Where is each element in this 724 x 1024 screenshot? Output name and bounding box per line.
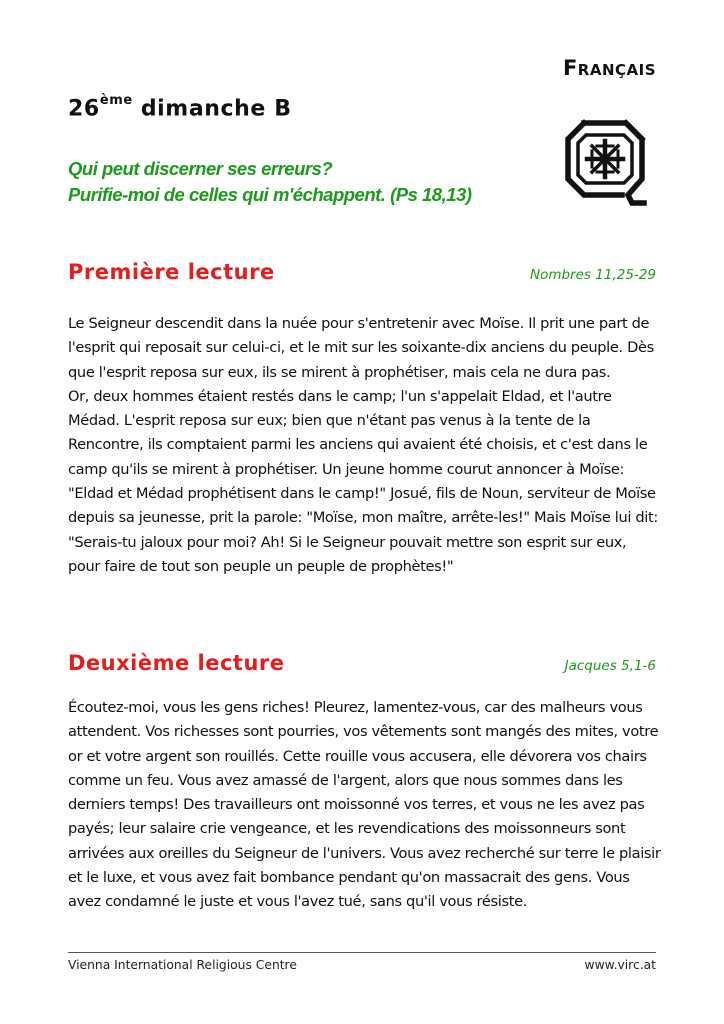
paragraph: Or, deux hommes étaient restés dans le camp; l'un s'appelait Eldad, et l'autre Médad. L'esprit reposa sur eux; bien que n'étant pas venus à la tente de la Rencontre, ils comptaient parmi les anciens qui avaient été choisis, et c'est dans le camp qu'ils se mirent à prophétiser. Un jeune homme courut annoncer à Moïse: "Eldad et Médad prophétisent dans le camp!" Josué, fils de Noun, serviteur de Moïse depuis sa jeunesse, prit la parole: "Moïse, mon maître, arrête-les!" Mais Moïse lui dit: "Serais-tu jaloux pour moi? Ah! Si le Seigneur pouvait mettre son esprit sur eux, pour faire de tout son peuple un peuple de prophètes!" bbox=[68, 387, 658, 575]
paragraph: Écoutez-moi, vous les gens riches! Pleurez, lamentez-vous, car des malheurs vous attendent. Vos richesses sont pourries, vos vêtements sont mangés des mites, votre or et votre argent son rouillés. Cette rouille vous accusera, elle dévorera vos chairs comme un feu. Vous avez amassé de l'argent, alors que nous sommes dans les derniers temps! Des travailleurs ont moissonné vos terres, et vous ne les avez pas payés; leur salaire crie vengeance, et les revendications des moissonneurs sont arrivées aux oreilles du Seigneur de l'univers. Vous avez recherché sur terre le plaisir et le luxe, et vous avez fait bombance pendant qu'on massacrait des gens. Vous avez condamné le juste et vous l'avez tué, sans qu'il vous résiste. bbox=[68, 699, 661, 911]
title-text: dimanche B bbox=[140, 96, 292, 122]
second-reading-text bbox=[68, 696, 662, 915]
psalm-verse bbox=[68, 156, 538, 208]
second-reading-heading: Deuxième lecture bbox=[68, 651, 285, 675]
first-reading-heading: Première lecture bbox=[68, 260, 275, 284]
virc-logo-icon bbox=[562, 117, 648, 207]
page-title bbox=[68, 93, 292, 122]
footer-website[interactable]: www.virc.at bbox=[584, 958, 656, 972]
title-number: 26 bbox=[68, 96, 100, 122]
language-label: Français bbox=[562, 56, 656, 80]
second-reading-reference: Jacques 5,1-6 bbox=[564, 658, 656, 674]
paragraph: Le Seigneur descendit dans la nuée pour s'entretenir avec Moïse. Il prit une part de l'esprit qui reposait sur celui-ci, et le mit sur les soixante-dix anciens du peuple. Dès que l'esprit reposa sur eux, ils se mirent à prophétiser, mais cela ne dura pas. bbox=[68, 315, 654, 381]
verse-line: Qui peut discerner ses erreurs? bbox=[68, 158, 333, 179]
first-reading-text bbox=[68, 312, 662, 579]
footer-divider bbox=[68, 952, 656, 953]
title-superscript: ème bbox=[99, 93, 133, 108]
verse-line: Purifie-moi de celles qui m'échappent. (Ps 18,13) bbox=[68, 184, 472, 205]
first-reading-reference: Nombres 11,25-29 bbox=[530, 267, 656, 283]
footer-organization: Vienna International Religious Centre bbox=[68, 958, 297, 972]
